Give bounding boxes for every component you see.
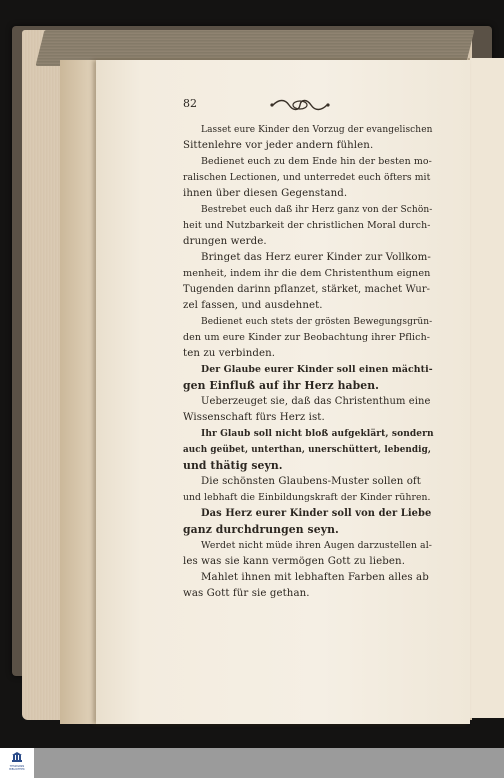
- logo-line-1: TESSMANN: [9, 765, 25, 768]
- text-line: ten zu verbinden.: [183, 348, 276, 359]
- text-line: und lebhaft die Einbildungskraft der Kinder rühren.: [183, 492, 431, 503]
- text-line: Lasset eure Kinder den Vorzug der evangelischen: [201, 125, 433, 135]
- text-line: Bringet das Herz eurer Kinder zur Vollkom-: [201, 252, 431, 263]
- text-line: Sittenlehre vor jeder andern fühlen.: [183, 140, 374, 151]
- text-line: Bedienet euch zu dem Ende hin der besten mo-: [201, 156, 432, 167]
- text-line: Wissenschaft fürs Herz ist.: [183, 412, 325, 423]
- text-line: Werdet nicht müde ihren Augen darzustellen al-: [201, 540, 432, 551]
- text-line: den um eure Kinder zur Beobachtung ihrer Pflich-: [183, 332, 431, 343]
- page-text: [183, 122, 435, 602]
- page-header: [183, 97, 433, 113]
- library-logo[interactable]: [0, 748, 34, 778]
- page-gutter-shadow: [60, 60, 100, 724]
- text-line: und thätig seyn.: [183, 459, 283, 472]
- page-number: 82: [183, 97, 197, 110]
- text-line: Ihr Glaub soll nicht bloß aufgeklärt, sondern: [201, 429, 434, 439]
- logo-line-2: BIBLIOTHEK: [9, 768, 25, 771]
- library-logo-icon: [11, 751, 23, 763]
- text-line: Tugenden darinn pflanzet, stärket, machet Wur-: [183, 284, 431, 295]
- text-line: gen Einfluß auf ihr Herz haben.: [183, 379, 380, 392]
- text-line: les was sie kann vermögen Gott zu lieben.: [183, 556, 406, 567]
- text-line: ihnen über diesen Gegenstand.: [183, 188, 348, 199]
- library-logo-text: [2, 765, 32, 771]
- text-line: was Gott für sie gethan.: [183, 588, 310, 599]
- text-line: ganz durchdrungen seyn.: [183, 523, 339, 536]
- text-line: Die schönsten Glaubens-Muster sollen oft: [201, 476, 422, 487]
- text-line: Das Herz eurer Kinder soll von der Liebe: [201, 508, 432, 519]
- text-line: heit und Nutzbarkeit der christlichen Moral durch-: [183, 220, 431, 231]
- ornament-icon: [269, 98, 331, 112]
- text-line: Bedienet euch stets der grösten Bewegungsgrün-: [201, 317, 433, 327]
- text-line: auch geübet, unterthan, unerschüttert, lebendig,: [183, 445, 432, 455]
- text-line: menheit, indem ihr die dem Christenthum eignen: [183, 268, 431, 279]
- text-line: Bestrebet euch daß ihr Herz ganz von der Schön-: [201, 205, 433, 215]
- text-line: Mahlet ihnen mit lebhaften Farben alles ab: [201, 572, 429, 583]
- text-line: ralischen Lectionen, und unterredet euch öfters mit: [183, 172, 431, 183]
- facing-page: [468, 58, 504, 718]
- viewer-footer-bar: [0, 748, 504, 778]
- text-line: drungen werde.: [183, 236, 267, 247]
- text-line: zel fassen, und ausdehnet.: [183, 300, 323, 311]
- text-line: Ueberzeuget sie, daß das Christenthum eine: [201, 396, 431, 407]
- text-line: Der Glaube eurer Kinder soll einen mächti-: [201, 364, 433, 375]
